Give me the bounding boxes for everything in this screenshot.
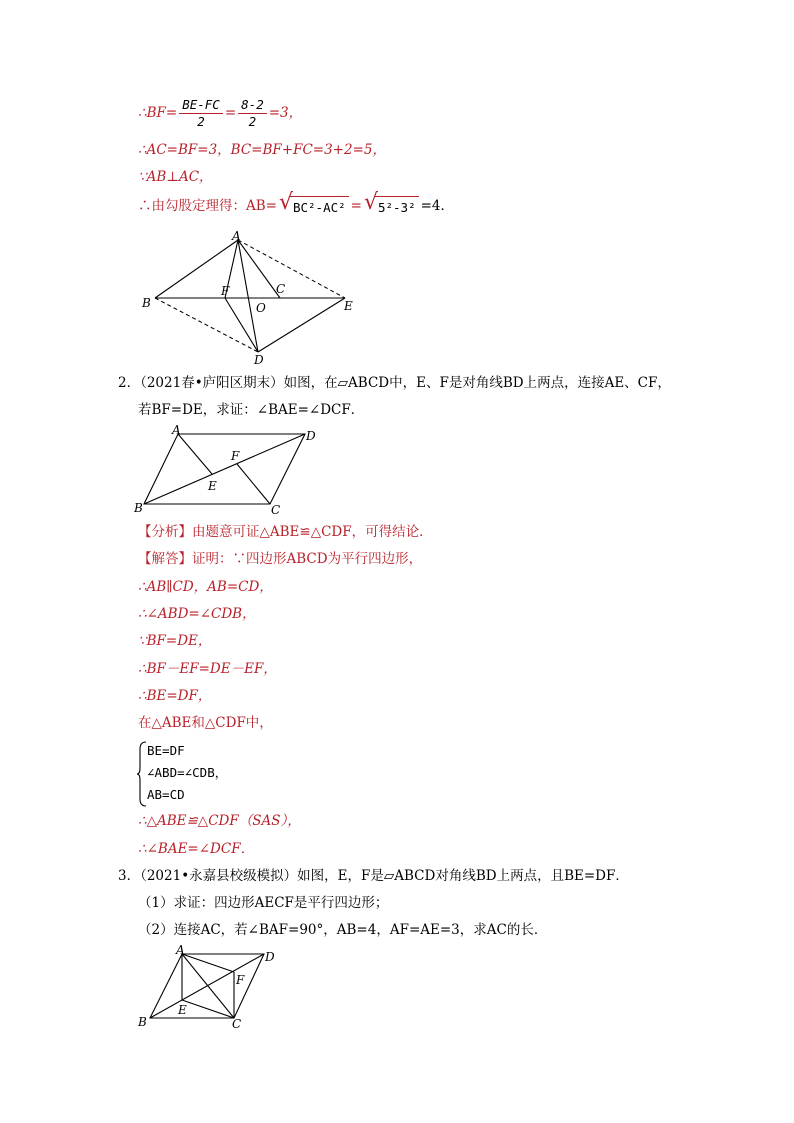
proof-step: ∴BE=DF， bbox=[138, 688, 212, 704]
equation-bf bbox=[138, 97, 302, 130]
question-2-stem-line2: 若BF=DE，求证：∠BAE=∠DCF． bbox=[138, 402, 365, 418]
fig1-label-f: F bbox=[221, 284, 230, 298]
sqrt-1-radicand: BC²-AC² bbox=[290, 196, 349, 217]
system-line: BE=DF bbox=[147, 743, 185, 758]
answer-text: 证明：∵四边形ABCD为平行四边形， bbox=[192, 551, 423, 567]
fig3-label-f: F bbox=[236, 973, 245, 987]
fig2-label-e: E bbox=[208, 479, 217, 493]
conclusion-congruent: ∴△ABE≌△CDF（SAS）， bbox=[138, 813, 301, 829]
pythagoras-prefix: ∴由勾股定理得：AB= bbox=[138, 198, 277, 214]
proof-step: ∴∠ABD=∠CDB， bbox=[138, 606, 256, 622]
proof-step: 在△ABE和△CDF中， bbox=[138, 715, 273, 731]
equation-ac-bc: ∴AC=BF=3，BC=BF+FC=3+2=5， bbox=[138, 142, 386, 158]
figure-3-parallelogram bbox=[130, 942, 290, 1032]
fig2-label-d: D bbox=[306, 429, 316, 443]
fig3-label-b: B bbox=[138, 1015, 147, 1029]
figure-1-geometry bbox=[130, 228, 370, 368]
eq-bf-result: =3， bbox=[268, 105, 303, 121]
fig3-label-d: D bbox=[265, 950, 275, 964]
analysis-tag: 【分析】 bbox=[138, 524, 192, 540]
system-line: AB=CD bbox=[147, 787, 185, 802]
question-3-stem: 3．（2021•永嘉县校级模拟）如图，E，F是▱ABCD对角线BD上两点，且BE=DF． bbox=[118, 868, 629, 884]
eq-sign: = bbox=[224, 105, 237, 121]
fraction-1-denominator: 2 bbox=[197, 114, 205, 129]
sqrt-2-radicand: 5²-3² bbox=[375, 196, 419, 217]
fraction-2 bbox=[238, 97, 267, 130]
fig3-label-a: A bbox=[176, 943, 185, 957]
fraction-1 bbox=[179, 97, 223, 130]
sqrt-1: √ BC²-AC² bbox=[279, 196, 349, 217]
fig2-label-f: F bbox=[231, 449, 240, 463]
fig3-label-e: E bbox=[178, 1003, 187, 1017]
analysis-text: 由题意可证△ABE≌△CDF，可得结论． bbox=[192, 524, 433, 540]
proof-step: ∵BF=DE， bbox=[138, 633, 212, 649]
equation-pythagoras bbox=[138, 190, 455, 217]
question-2-stem-line1: 2．（2021春•庐阳区期末）如图，在▱ABCD中，E、F是对角线BD上两点，连接AE、CF， bbox=[118, 375, 671, 391]
fraction-2-denominator: 2 bbox=[248, 114, 257, 129]
conclusion-angles: ∴∠BAE=∠DCF． bbox=[138, 841, 255, 857]
system-brace bbox=[137, 741, 147, 807]
fig3-label-c: C bbox=[232, 1017, 242, 1031]
eq-sign-2: = bbox=[350, 198, 362, 214]
fig1-label-e: E bbox=[344, 299, 353, 313]
fig1-label-c: C bbox=[276, 282, 286, 296]
figure-2-parallelogram bbox=[130, 422, 330, 518]
fig1-label-a: A bbox=[232, 229, 241, 243]
fig1-label-b: B bbox=[142, 296, 151, 310]
pythagoras-result: =4． bbox=[420, 198, 455, 214]
fig1-label-o: O bbox=[256, 301, 266, 315]
system-line: ∠ABD=∠CDB， bbox=[147, 765, 228, 780]
eq-bf-lhs: ∴BF= bbox=[138, 105, 178, 121]
answer-tag: 【解答】 bbox=[138, 551, 192, 567]
question-3-part2: （2）连接AC，若∠BAF=90°，AB=4，AF=AE=3，求AC的长． bbox=[138, 922, 548, 938]
fig2-label-a: A bbox=[172, 423, 181, 437]
fig1-label-d: D bbox=[254, 353, 264, 367]
fig2-label-b: B bbox=[134, 501, 143, 515]
statement-ab-perp-ac: ∵AB⊥AC， bbox=[138, 169, 213, 185]
proof-step: ∴AB∥CD，AB=CD， bbox=[138, 579, 273, 595]
fig2-label-c: C bbox=[271, 503, 281, 517]
analysis-line bbox=[138, 523, 433, 541]
answer-line bbox=[138, 550, 422, 568]
fraction-1-numerator: BE-FC bbox=[179, 97, 223, 114]
question-3-part1: （1）求证：四边形AECF是平行四边形； bbox=[138, 895, 389, 911]
sqrt-2: √ 5²-3² bbox=[364, 196, 419, 217]
fraction-2-numerator: 8-2 bbox=[238, 97, 267, 114]
proof-step: ∴BF－EF=DE－EF， bbox=[138, 661, 277, 677]
